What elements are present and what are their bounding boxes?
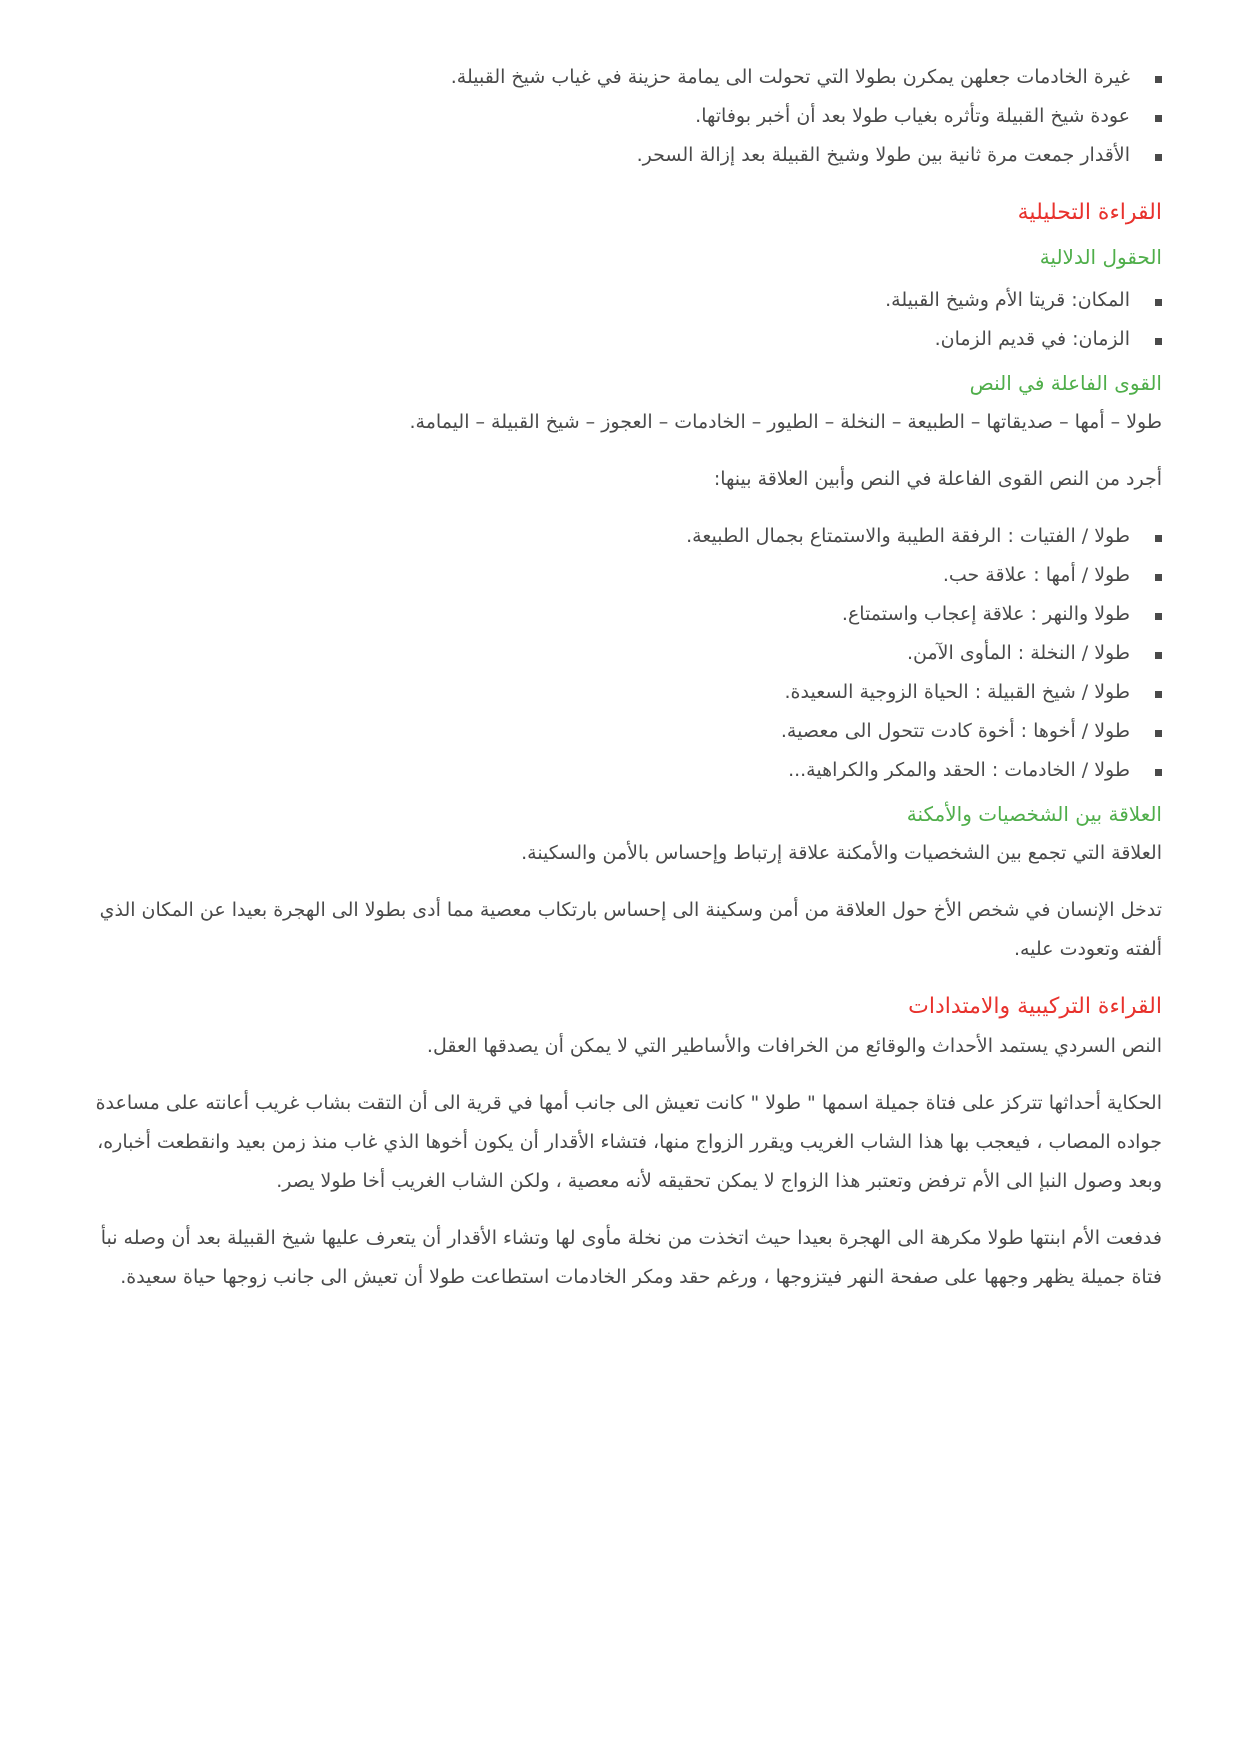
list-item: طولا والنهر : علاقة إعجاب واستمتاع.	[80, 595, 1162, 634]
actors-task-text: أجرد من النص القوى الفاعلة في النص وأبين العلاقة بينها:	[713, 468, 1162, 490]
intro-bullet-list	[80, 58, 1162, 175]
list-item: طولا / النخلة : المأوى الآمن.	[80, 634, 1162, 673]
places-paragraph-1: العلاقة التي تجمع بين الشخصيات والأمكنة علاقة إرتباط وإحساس بالأمن والسكينة.	[521, 842, 1162, 864]
synthesis-heading: القراءة التركيبية والامتدادات	[908, 994, 1162, 1019]
analytical-reading-heading: القراءة التحليلية	[1017, 200, 1162, 225]
actors-heading: القوى الفاعلة في النص	[969, 371, 1162, 395]
list-item: غيرة الخادمات جعلهن يمكرن بطولا التي تحولت الى يمامة حزينة في غياب شيخ القبيلة.	[80, 58, 1162, 97]
list-item: الأقدار جمعت مرة ثانية بين طولا وشيخ القبيلة بعد إزالة السحر.	[80, 136, 1162, 175]
places-paragraph-2: تدخل الإنسان في شخص الأخ حول العلاقة من أمن وسكينة الى إحساس بارتكاب معصية مما أدى بطولا الى الهجرة بعيدا عن المكان الذي ألفته وتعودت عليه.	[99, 899, 1162, 960]
list-item: طولا / أخوها : أخوة كادت تتحول الى معصية.	[80, 712, 1162, 751]
list-item: طولا / أمها : علاقة حب.	[80, 556, 1162, 595]
semantic-fields-heading: الحقول الدلالية	[1039, 245, 1162, 269]
relations-list	[80, 517, 1162, 790]
semantic-fields-list	[80, 281, 1162, 359]
places-heading: العلاقة بين الشخصيات والأمكنة	[906, 802, 1162, 826]
list-item: طولا / شيخ القبيلة : الحياة الزوجية السعيدة.	[80, 673, 1162, 712]
list-item: عودة شيخ القبيلة وتأثره بغياب طولا بعد أن أخبر بوفاتها.	[80, 97, 1162, 136]
list-item: طولا / الفتيات : الرفقة الطيبة والاستمتاع بجمال الطبيعة.	[80, 517, 1162, 556]
synthesis-paragraph-3: فدفعت الأم ابنتها طولا مكرهة الى الهجرة بعيدا حيث اتخذت من نخلة مأوى لها وتشاء الأقدار أن يتعرف عليها شيخ القبيلة بعد أن وصله نبأ فتاة جميلة يظهر وجهها على صفحة النهر فيتزوجها ، ورغم حقد ومكر الخادمات استطاعت طولا أن تعيش الى جانب زوجها حياة سعيدة.	[100, 1227, 1162, 1288]
actors-list-text: طولا – أمها – صديقاتها – الطبيعة – النخلة – الطيور – الخادمات – العجوز – شيخ القبيلة – اليمامة.	[409, 411, 1162, 433]
synthesis-paragraph-2: الحكاية أحداثها تتركز على فتاة جميلة اسمها " طولا " كانت تعيش الى جانب أمها في قرية الى أن التقت بشاب غريب أعانته على مساعدة جواده المصاب ، فيعجب بها هذا الشاب الغريب ويقرر الزواج منها، فتشاء الأقدار أن يكون أخوها الذي غاب منذ زمن بعيد وانقطعت أخباره، وبعد وصول النبإ الى الأم ترفض وتعتبر هذا الزواج لا يمكن تحقيقه لأنه معصية ، ولكن الشاب الغريب أخا طولا يصر.	[95, 1092, 1162, 1192]
list-item: المكان: قريتا الأم وشيخ القبيلة.	[80, 281, 1162, 320]
list-item: الزمان: في قديم الزمان.	[80, 320, 1162, 359]
document-page	[80, 58, 1162, 1754]
list-item: طولا / الخادمات : الحقد والمكر والكراهية...	[80, 751, 1162, 790]
synthesis-paragraph-1: النص السردي يستمد الأحداث والوقائع من الخرافات والأساطير التي لا يمكن أن يصدقها العقل.	[426, 1035, 1162, 1057]
